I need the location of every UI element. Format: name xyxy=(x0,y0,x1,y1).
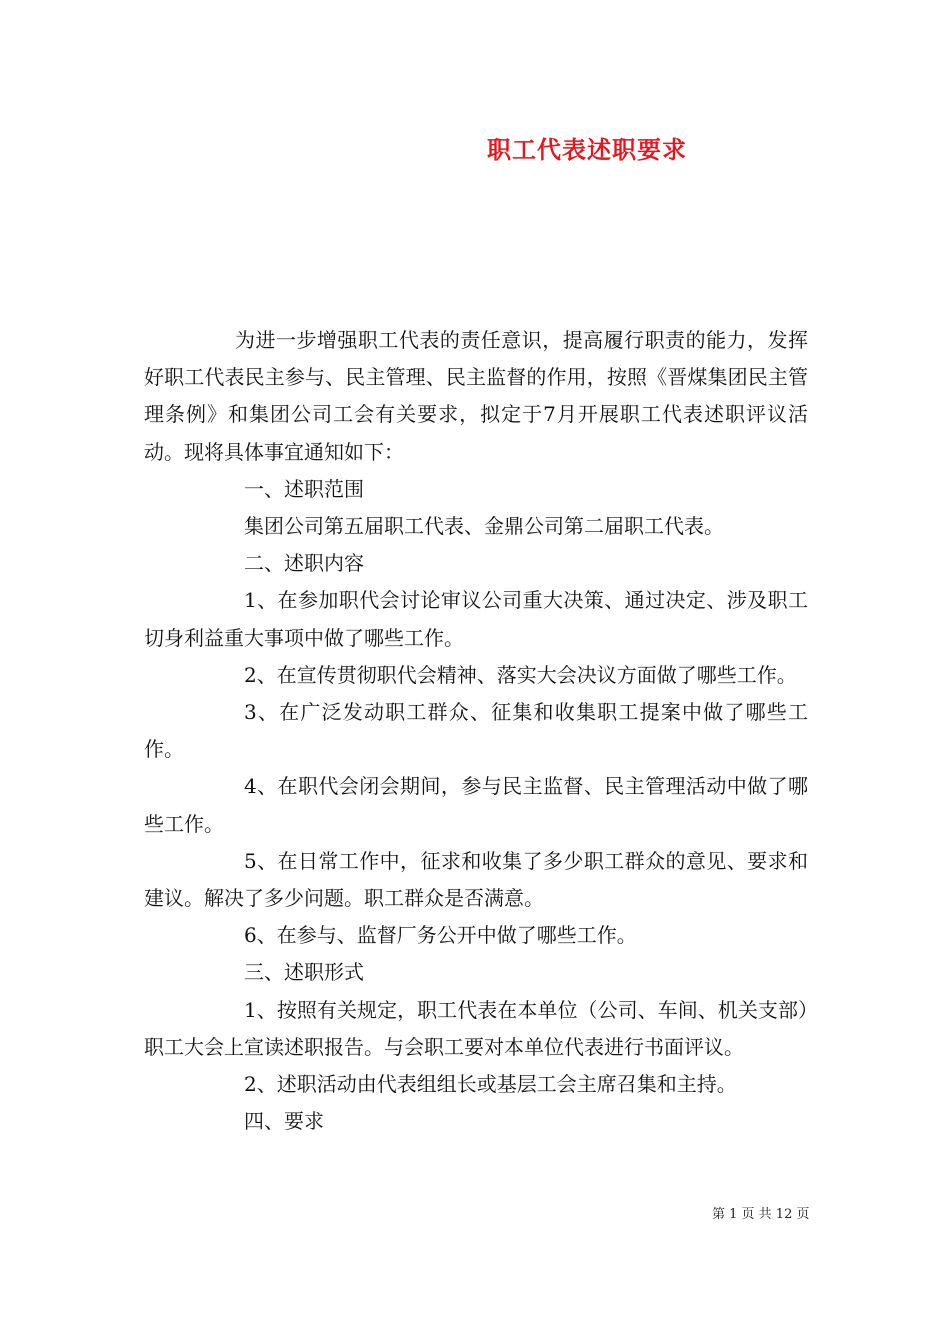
section-heading-form: 三、述职形式 xyxy=(244,960,364,985)
section-heading-scope: 一、述职范围 xyxy=(244,476,364,501)
intro-paragraph: 为进一步增强职工代表的责任意识，提高履行职责的能力，发挥好职工代表民主参与、民主管理、民主监督的作用，按照《晋煤集团民主管理条例》和集团公司工会有关要求，拟定于7月开展职工代表述职评议活动。现将具体事宜通知如下： xyxy=(144,328,808,464)
content-item-6: 6、在参与、监督厂务公开中做了哪些工作。 xyxy=(244,923,637,948)
content-item-3: 3、在广泛发动职工群众、征集和收集职工提案中做了哪些工作。 xyxy=(144,700,808,762)
section-heading-requirements: 四、要求 xyxy=(244,1109,324,1134)
content-item-4: 4、在职代会闭会期间，参与民主监督、民主管理活动中做了哪些工作。 xyxy=(144,774,808,836)
form-item-1: 1、按照有关规定，职工代表在本单位（公司、车间、机关支部）职工大会上宣读述职报告。与会职工要对本单位代表进行书面评议。 xyxy=(144,997,808,1059)
content-item-5: 5、在日常工作中，征求和收集了多少职工群众的意见、要求和建议。解决了多少问题。职工群众是否满意。 xyxy=(144,848,808,911)
form-item-2: 2、述职活动由代表组组长或基层工会主席召集和主持。 xyxy=(244,1072,737,1097)
content-item-2: 2、在宣传贯彻职代会精神、落实大会决议方面做了哪些工作。 xyxy=(244,662,797,687)
section-heading-content: 二、述职内容 xyxy=(244,551,364,576)
page-number-footer: 第 1 页 共 12 页 xyxy=(712,1207,810,1222)
document-body xyxy=(144,322,808,1140)
document-title: 职工代表述职要求 xyxy=(487,135,687,164)
content-item-1: 1、在参加职代会讨论审议公司重大决策、通过决定、涉及职工切身利益重大事项中做了哪些工作。 xyxy=(144,588,808,650)
scope-paragraph: 集团公司第五届职工代表、金鼎公司第二届职工代表。 xyxy=(244,514,724,539)
